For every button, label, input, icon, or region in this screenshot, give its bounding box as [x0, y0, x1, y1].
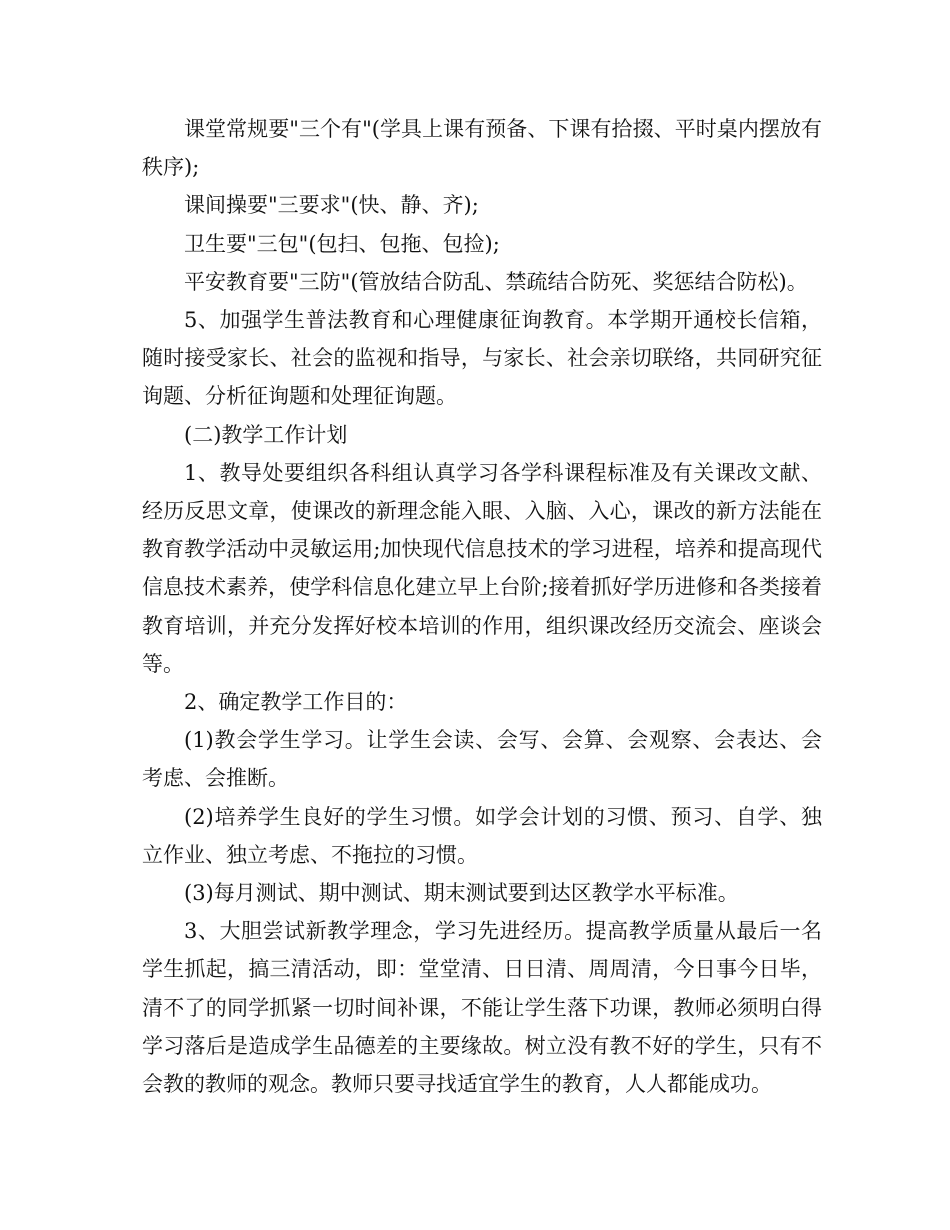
paragraph-item-1: 1、教导处要组织各科组认真学习各学科课程标准及有关课改文献、经历反思文章，使课改的新理念能入眼、入脑、入心，课改的新方法能在教育教学活动中灵敏运用;加快现代信息技术的学习进程，培养和提高现代信息技术素养，使学科信息化建立早上台阶;接着抓好学历进修和各类接着教育培训，并充分发挥好校本培训的作用，组织课改经历交流会、座谈会等。 [142, 460, 822, 676]
paragraph-classroom-rules: 课堂常规要"三个有"(学具上课有预备、下课有拾掇、平时桌内摆放有秩序); [142, 117, 822, 180]
paragraph-item-5: 5、加强学生普法教育和心理健康征询教育。本学期开通校长信箱，随时接受家长、社会的监视和指导，与家长、社会亲切联络，共同研究征询题、分析征询题和处理征询题。 [142, 308, 822, 409]
document-body [142, 110, 822, 1103]
paragraph-sub-item-2: (2)培养学生良好的学生习惯。如学会计划的习惯、预习、自学、独立作业、独立考虑、不拖拉的习惯。 [142, 804, 822, 867]
paragraph-exercise-rules: 课间操要"三要求"(快、静、齐); [184, 193, 479, 218]
paragraph-sub-item-1: (1)教会学生学习。让学生会读、会写、会算、会观察、会表达、会考虑、会推断。 [142, 728, 822, 791]
paragraph-item-3: 3、大胆尝试新教学理念，学习先进经历。提高教学质量从最后一名学生抓起，搞三清活动，即：堂堂清、日日清、周周清，今日事今日毕，清不了的同学抓紧一切时间补课，不能让学生落下功课，教师必须明白得学习落后是造成学生品德差的主要缘故。树立没有教不好的学生，只有不会教的教师的观念。教师只要寻找适宜学生的教育，人人都能成功。 [142, 919, 822, 1097]
section-heading-teaching-plan: (二)教学工作计划 [184, 422, 348, 447]
paragraph-safety-rules: 平安教育要"三防"(管放结合防乱、禁疏结合防死、奖惩结合防松)。 [184, 269, 808, 294]
paragraph-item-2: 2、确定教学工作目的： [184, 690, 408, 715]
paragraph-hygiene-rules: 卫生要"三包"(包扫、包拖、包捡); [184, 231, 500, 256]
paragraph-sub-item-3: (3)每月测试、期中测试、期末测试要到达区教学水平标准。 [184, 881, 739, 906]
